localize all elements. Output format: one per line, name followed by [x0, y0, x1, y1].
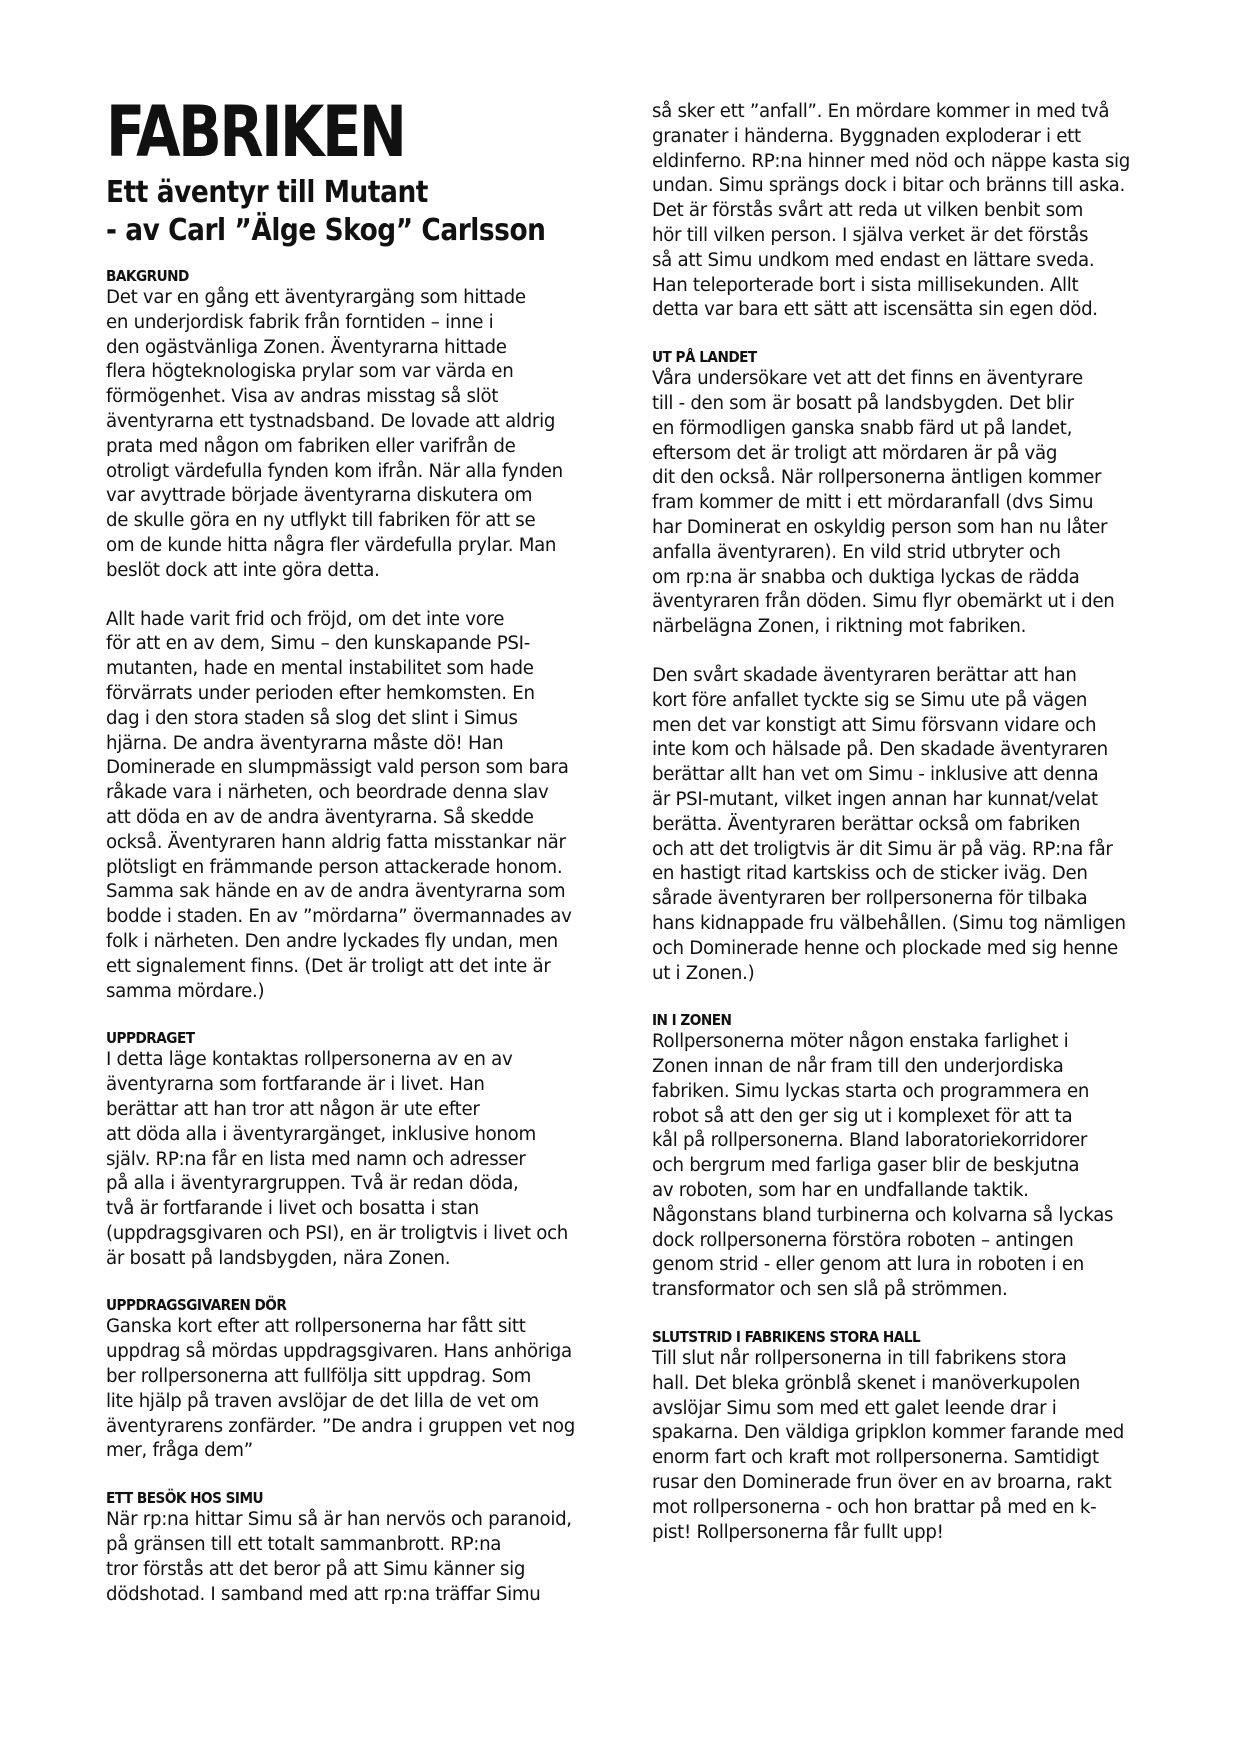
paragraph-line: och Dominerade henne och plockade med sig henne [652, 937, 1118, 959]
paragraph-line: I detta läge kontaktas rollpersonerna av en av [106, 1049, 513, 1071]
paragraph-line: också. Äventyraren hann aldrig fatta misstankar när [106, 831, 566, 853]
paragraph-line: till - den som är bosatt på landsbygden. Det blir [652, 392, 1074, 414]
paragraph-line: äventyrarna ett tystnadsband. De lovade att aldrig [106, 410, 556, 432]
right-column [652, 100, 1162, 1545]
paragraph-line: Rollpersonerna möter någon enstaka farlighet i [652, 1031, 1069, 1053]
paragraph-line: dock rollpersonerna förstöra roboten – antingen [652, 1229, 1074, 1251]
paragraph-line: och att det troligtvis är dit Simu är på väg. RP:na får [652, 838, 1113, 860]
section-paragraph [106, 1048, 628, 1271]
paragraph-line: om rp:na är snabba och duktiga lyckas de rädda [652, 566, 1080, 588]
paragraph-line: lite hjälp på traven avslöjar de det lilla de vet om [106, 1390, 539, 1412]
paragraph-line: äventyrarna som fortfarande är i livet. Han [106, 1074, 485, 1096]
section-paragraph [652, 664, 1162, 986]
paragraph-line: Zonen innan de når fram till den underjordiska [652, 1056, 1064, 1078]
paragraph-line: ut i Zonen.) [652, 962, 755, 984]
paragraph-line: bodde i staden. En av ”mördarna” övermannades av [106, 906, 572, 928]
paragraph-line: spakarna. Den väldiga gripklon kommer farande med [652, 1422, 1124, 1444]
paragraph-line: dag i den stora staden så slog det slint i Simus [106, 707, 518, 729]
paragraph-line: en underjordisk fabrik från forntiden – inne i [106, 311, 494, 333]
section-paragraph [652, 1347, 1162, 1545]
paragraph-line: hjärna. De andra äventyrarna måste dö! Han [106, 732, 504, 754]
paragraph-line: eftersom det är troligt att mördaren är på väg [652, 442, 1058, 464]
section-paragraph [106, 1315, 628, 1464]
section [106, 266, 628, 584]
paragraph-line: När rp:na hittar Simu så är han nervös och paranoid, [106, 1509, 572, 1531]
section-heading: SLUTSTRID I FABRIKENS STORA HALL [652, 1328, 921, 1347]
document-subtitle-line-2: - av Carl ”Älge Skog” Carlsson [106, 213, 546, 248]
section-heading: UT PÅ LANDET [652, 348, 757, 367]
paragraph-line: rusar den Dominerade frun över en av broarna, rakt [652, 1472, 1112, 1494]
paragraph-line: äventyraren från döden. Simu flyr obemärkt ut i den [652, 591, 1115, 613]
paragraph-line: robot så att den ger sig ut i komplexet för att ta [652, 1105, 1073, 1127]
paragraph-line: granater i händerna. Byggnaden exploderar i ett [652, 125, 1081, 147]
section-heading: BAKGRUND [106, 267, 189, 285]
paragraph-line: undan. Simu sprängs dock i bitar och bränns till aska. [652, 175, 1125, 197]
section-heading: UPPDRAGET [106, 1029, 195, 1048]
paragraph-line: hör till vilken person. I själva verket är det förstås [652, 224, 1089, 246]
section [106, 1295, 628, 1464]
section [652, 1010, 1162, 1303]
document-title: FABRIKEN [106, 91, 405, 173]
right-sections [652, 100, 1162, 1545]
paragraph-line: så sker ett ”anfall”. En mördare kommer in med två [652, 101, 1110, 122]
paragraph-line: mer, fråga dem” [106, 1440, 253, 1462]
paragraph-line: har Dominerat en oskyldig person som han nu låter [652, 516, 1108, 538]
paragraph-line: förvärrats under perioden efter hemkomsten. En [106, 682, 535, 704]
section-heading: UPPDRAGSGIVAREN DÖR [106, 1296, 287, 1315]
paragraph-line: och bergrum med farliga gaser blir de beskjutna [652, 1155, 1080, 1177]
paragraph-line: folk i närheten. Den andre lyckades fly undan, men [106, 930, 558, 952]
paragraph-line: tror förstås att det beror på att Simu känner sig [106, 1558, 526, 1580]
section-heading: IN I ZONEN [652, 1011, 732, 1030]
left-sections [106, 266, 628, 1607]
paragraph-line: var avyttrade började äventyrarna diskutera om [106, 485, 533, 507]
paragraph-line: Det var en gång ett äventyrargäng som hittade [106, 287, 526, 308]
paragraph-line: för att en av dem, Simu – den kunskapande PSI- [106, 633, 530, 655]
paragraph-line: Han teleporterade bort i sista millisekunden. Allt [652, 274, 1079, 296]
paragraph-line: ber rollpersonerna att fullfölja sitt uppdrag. Som [106, 1366, 532, 1388]
paragraph-line: en hastigt ritad kartskiss och de sticker iväg. Den [652, 863, 1088, 885]
paragraph-line: beslöt dock att inte göra detta. [106, 559, 380, 581]
paragraph-line: dit den också. När rollpersonerna äntligen kommer [652, 467, 1102, 489]
section-paragraph [106, 286, 628, 584]
paragraph-line: är PSI-mutant, vilket ingen annan har kunnat/velat [652, 788, 1098, 810]
section-paragraph [652, 1030, 1162, 1303]
paragraph-line: inte kom och hälsade på. Den skadade äventyraren [652, 739, 1108, 761]
paragraph-line: mot rollpersonerna - och hon brattar på med en k- [652, 1496, 1097, 1518]
paragraph-line: närbelägna Zonen, i riktning mot fabriken. [652, 616, 1027, 638]
paragraph-line: de skulle göra en ny utflykt till fabriken för att se [106, 510, 536, 532]
paragraph-line: själv. RP:na får en lista med namn och adresser [106, 1148, 526, 1170]
paragraph-line: prata med någon om fabriken eller varifrån de [106, 435, 516, 457]
paragraph-line: samma mördare.) [106, 980, 265, 1002]
paragraph-line: ett signalement finns. (Det är troligt att det inte är [106, 955, 551, 977]
paragraph-line: att döda alla i äventyrargänget, inklusive honom [106, 1123, 536, 1145]
paragraph-line: otroligt värdefulla fynden kom ifrån. När alla fynden [106, 460, 563, 482]
paragraph-line: uppdrag så mördas uppdragsgivaren. Hans anhöriga [106, 1341, 572, 1363]
paragraph-line: att döda en av de andra äventyrarna. Så skedde [106, 806, 534, 828]
paragraph-line: råkade vara i närheten, och beordrade denna slav [106, 782, 549, 804]
paragraph-line: transformator och sen slå på strömmen. [652, 1279, 1008, 1301]
paragraph-line: dödshotad. I samband med att rp:na träffar Simu [106, 1583, 541, 1605]
paragraph-line: Dominerade en slumpmässigt vald person som bara [106, 757, 569, 779]
paragraph-line: Till slut når rollpersonerna in till fabrikens stora [652, 1348, 1067, 1370]
paragraph-line: den ogästvänliga Zonen. Äventyrarna hittade [106, 336, 507, 358]
paragraph-line: på alla i äventyrargruppen. Två är redan döda, [106, 1173, 519, 1195]
section-heading: ETT BESÖK HOS SIMU [106, 1489, 264, 1508]
paragraph-line: flera högteknologiska prylar som var värda en [106, 361, 514, 383]
section-paragraph [106, 608, 628, 1005]
section [106, 608, 628, 1005]
paragraph-line: genom strid - eller genom att lura in roboten i en [652, 1254, 1084, 1276]
paragraph-line: Den svårt skadade äventyraren berättar att han [652, 664, 1077, 686]
paragraph-line: eldinferno. RP:na hinner med nöd och näppe kasta sig [652, 150, 1131, 172]
paragraph-line: berätta. Äventyraren berättar också om fabriken [652, 813, 1081, 835]
paragraph-line: hall. Det bleka grönblå skenet i manöverkupolen [652, 1372, 1080, 1394]
paragraph-line: hans kidnappade fru välbehållen. (Simu tog nämligen [652, 912, 1126, 934]
paragraph-line: Våra undersökare vet att det finns en äventyrare [652, 368, 1083, 390]
paragraph-line: enorm fart och kraft mot rollpersonerna. Samtidigt [652, 1447, 1099, 1469]
paragraph-line: förmögenhet. Visa av andras misstag så slöt [106, 386, 499, 408]
paragraph-line: om de kunde hitta några fler värdefulla prylar. Man [106, 534, 557, 556]
paragraph-line: Det är förstås svårt att reda ut vilken benbit som [652, 200, 1084, 222]
paragraph-line: Ganska kort efter att rollpersonerna har fått sitt [106, 1316, 526, 1338]
section [106, 1488, 628, 1607]
paragraph-line: fram kommer de mitt i ett mördaranfall (dvs Simu [652, 492, 1094, 514]
paragraph-line: anfalla äventyraren). En vild strid utbryter och [652, 541, 1061, 563]
paragraph-line: pist! Rollpersonerna får fullt upp! [652, 1521, 944, 1543]
paragraph-line: kort före anfallet tyckte sig se Simu ute på vägen [652, 689, 1088, 711]
paragraph-line: mutanten, hade en mental instabilitet som hade [106, 658, 534, 680]
paragraph-line: två är fortfarande i livet och bosatta i stan [106, 1198, 479, 1220]
section [652, 100, 1162, 323]
paragraph-line: (uppdragsgivaren och PSI), en är troligtvis i livet och [106, 1222, 569, 1244]
paragraph-line: på gränsen till ett totalt sammanbrott. RP:na [106, 1534, 502, 1556]
paragraph-line: berättar att han tror att någon är ute efter [106, 1098, 480, 1120]
paragraph-line: berättar allt han vet om Simu - inklusive att denna [652, 764, 1099, 786]
paragraph-line: men det var konstigt att Simu försvann vidare och [652, 714, 1097, 736]
paragraph-line: plötsligt en främmande person attackerade honom. [106, 856, 563, 878]
paragraph-line: så att Simu undkom med endast en lättare sveda. [652, 249, 1095, 271]
section [652, 664, 1162, 986]
document-subtitle-line-1: Ett äventyr till Mutant [106, 175, 428, 210]
section [652, 347, 1162, 640]
section-paragraph [106, 1508, 628, 1607]
paragraph-line: en förmodligen ganska snabb färd ut på landet, [652, 417, 1073, 439]
section [106, 1028, 628, 1271]
section-paragraph [652, 100, 1162, 323]
paragraph-line: fabriken. Simu lyckas starta och programmera en [652, 1080, 1090, 1102]
paragraph-line: av roboten, som har en undfallande taktik. [652, 1180, 1029, 1202]
paragraph-line: kål på rollpersonerna. Bland laboratoriekorridorer [652, 1130, 1088, 1152]
paragraph-line: avslöjar Simu som med ett galet leende drar i [652, 1397, 1057, 1419]
paragraph-line: Allt hade varit frid och fröjd, om det inte vore [106, 608, 505, 630]
paragraph-line: Samma sak hände en av de andra äventyrarna som [106, 881, 566, 903]
section [652, 1327, 1162, 1545]
section-paragraph [652, 367, 1162, 640]
paragraph-line: detta var bara ett sätt att iscensätta sin egen död. [652, 299, 1098, 321]
paragraph-line: är bosatt på landsbygden, nära Zonen. [106, 1247, 451, 1269]
paragraph-line: Någonstans bland turbinerna och kolvarna så lyckas [652, 1204, 1114, 1226]
paragraph-line: äventyrarens zonfärder. ”De andra i gruppen vet nog [106, 1415, 575, 1437]
left-column [106, 92, 628, 1607]
paragraph-line: sårade äventyraren ber rollpersonerna för tilbaka [652, 888, 1088, 910]
